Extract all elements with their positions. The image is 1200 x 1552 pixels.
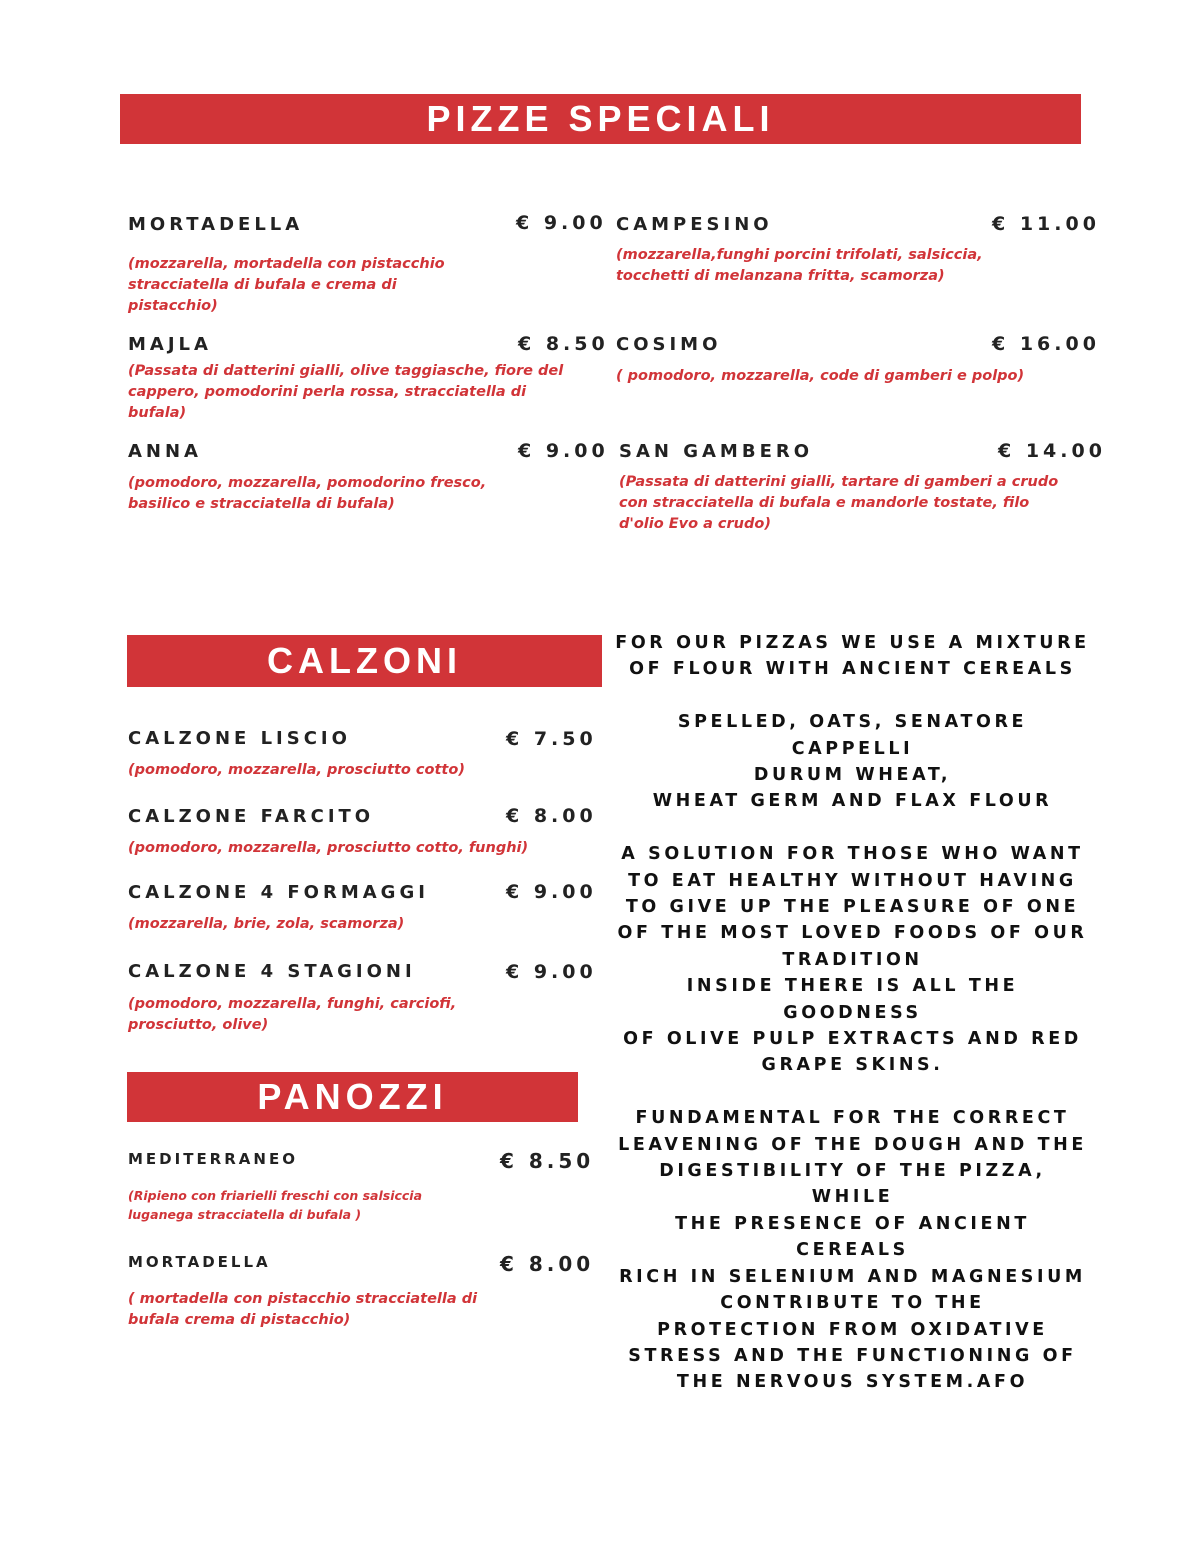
calzone-desc-4-formaggi: (mozzarella, brie, zola, scamorza): [128, 916, 405, 932]
info-paragraph-1: FOR OUR PIZZAS WE USE A MIXTURE OF FLOUR WITH ANCIENT CEREALS: [615, 633, 1090, 680]
calzone-desc-farcito: (pomodoro, mozzarella, prosciutto cotto, funghi): [128, 840, 529, 856]
calzone-price-farcito: € 8.00: [506, 805, 597, 827]
pizza-name-mortadella: MORTADELLA: [128, 214, 304, 235]
pizza-name-anna: ANNA: [128, 441, 202, 462]
calzoni-title: CALZONI: [267, 640, 462, 681]
pizza-name-majla: MAJLA: [128, 334, 212, 355]
pizza-desc-anna: (pomodoro, mozzarella, pomodorino fresco, basilico e stracciatella di bufala): [128, 475, 487, 512]
pizza-desc-san-gambero: (Passata di datterini gialli, tartare di gamberi a crudo con stracciatella di bufala e mandorle tostate, filo d'olio Evo a crudo): [619, 474, 1059, 532]
pizza-desc-mortadella: (mozzarella, mortadella con pistacchio stracciatella di bufala e crema di pistacchio): [128, 256, 445, 314]
panozzo-desc-mediterraneo: (Ripieno con friarielli freschi con salsiccia luganega stracciatella di bufala ): [128, 1188, 423, 1222]
info-paragraph-3: A SOLUTION FOR THOSE WHO WANT TO EAT HEALTHY WITHOUT HAVING TO GIVE UP THE PLEASURE OF ONE OF THE MOST LOVED FOODS OF OUR TRADITION INSIDE THERE IS ALL THE GOODNESS OF OLIVE PULP EXTRACTS AND RED GRAPE SKINS.: [617, 844, 1088, 1076]
calzone-desc-4-stagioni: (pomodoro, mozzarella, funghi, carciofi, prosciutto, olive): [128, 996, 457, 1033]
pizze-speciali-banner: [120, 94, 1081, 144]
panozzo-price-mortadella: € 8.00: [500, 1252, 595, 1276]
pizza-price-mortadella: € 9.00: [516, 212, 607, 234]
calzone-name-liscio: CALZONE LISCIO: [128, 728, 351, 749]
pizze-speciali-title: PIZZE SPECIALI: [426, 98, 775, 139]
pizza-price-cosimo: € 16.00: [992, 333, 1100, 355]
pizza-desc-campesino: (mozzarella,funghi porcini trifolati, salsiccia, tocchetti di melanzana fritta, scamorza): [616, 247, 983, 284]
calzone-name-4-formaggi: CALZONE 4 FORMAGGI: [128, 882, 429, 903]
info-paragraph-2: SPELLED, OATS, SENATORE CAPPELLI DURUM WHEAT, WHEAT GERM AND FLAX FLOUR: [652, 712, 1053, 812]
calzone-desc-liscio: (pomodoro, mozzarella, prosciutto cotto): [128, 762, 465, 778]
calzone-name-farcito: CALZONE FARCITO: [128, 806, 375, 827]
panozzo-name-mortadella: MORTADELLA: [128, 1253, 271, 1271]
panozzo-price-mediterraneo: € 8.50: [500, 1149, 595, 1173]
calzone-price-4-stagioni: € 9.00: [506, 961, 597, 983]
pizza-price-majla: € 8.50: [518, 333, 609, 355]
panozzi-title: PANOZZI: [257, 1076, 448, 1117]
pizza-name-san-gambero: SAN GAMBERO: [619, 441, 814, 462]
info-paragraph-4: FUNDAMENTAL FOR THE CORRECT LEAVENING OF THE DOUGH AND THE DIGESTIBILITY OF THE PIZZA, WHILE THE PRESENCE OF ANCIENT CEREALS RICH IN SELENIUM AND MAGNESIUM CONTRIBUTE TO THE PROTECTION FROM OXIDATIVE STRESS AND THE FUNCTIONING OF THE NERVOUS SYSTEM.AFO: [618, 1108, 1087, 1393]
calzone-price-liscio: € 7.50: [506, 728, 597, 750]
pizza-price-campesino: € 11.00: [992, 213, 1100, 235]
pizza-name-cosimo: COSIMO: [616, 334, 722, 355]
calzone-name-4-stagioni: CALZONE 4 STAGIONI: [128, 961, 416, 982]
flour-info-text: [615, 630, 1090, 1422]
pizza-desc-cosimo: ( pomodoro, mozzarella, code di gamberi e polpo): [616, 368, 1025, 384]
pizza-price-san-gambero: € 14.00: [998, 440, 1106, 462]
pizza-price-anna: € 9.00: [518, 440, 609, 462]
pizza-name-campesino: CAMPESINO: [616, 214, 773, 235]
panozzo-desc-mortadella: ( mortadella con pistacchio stracciatella di bufala crema di pistacchio): [128, 1291, 478, 1328]
calzone-price-4-formaggi: € 9.00: [506, 881, 597, 903]
calzoni-banner: [127, 635, 602, 687]
panozzi-banner: [127, 1072, 578, 1122]
pizza-desc-majla: (Passata di datterini gialli, olive taggiasche, fiore del cappero, pomodorini perla rossa, stracciatella di bufala): [128, 363, 564, 421]
panozzo-name-mediterraneo: MEDITERRANEO: [128, 1150, 298, 1168]
